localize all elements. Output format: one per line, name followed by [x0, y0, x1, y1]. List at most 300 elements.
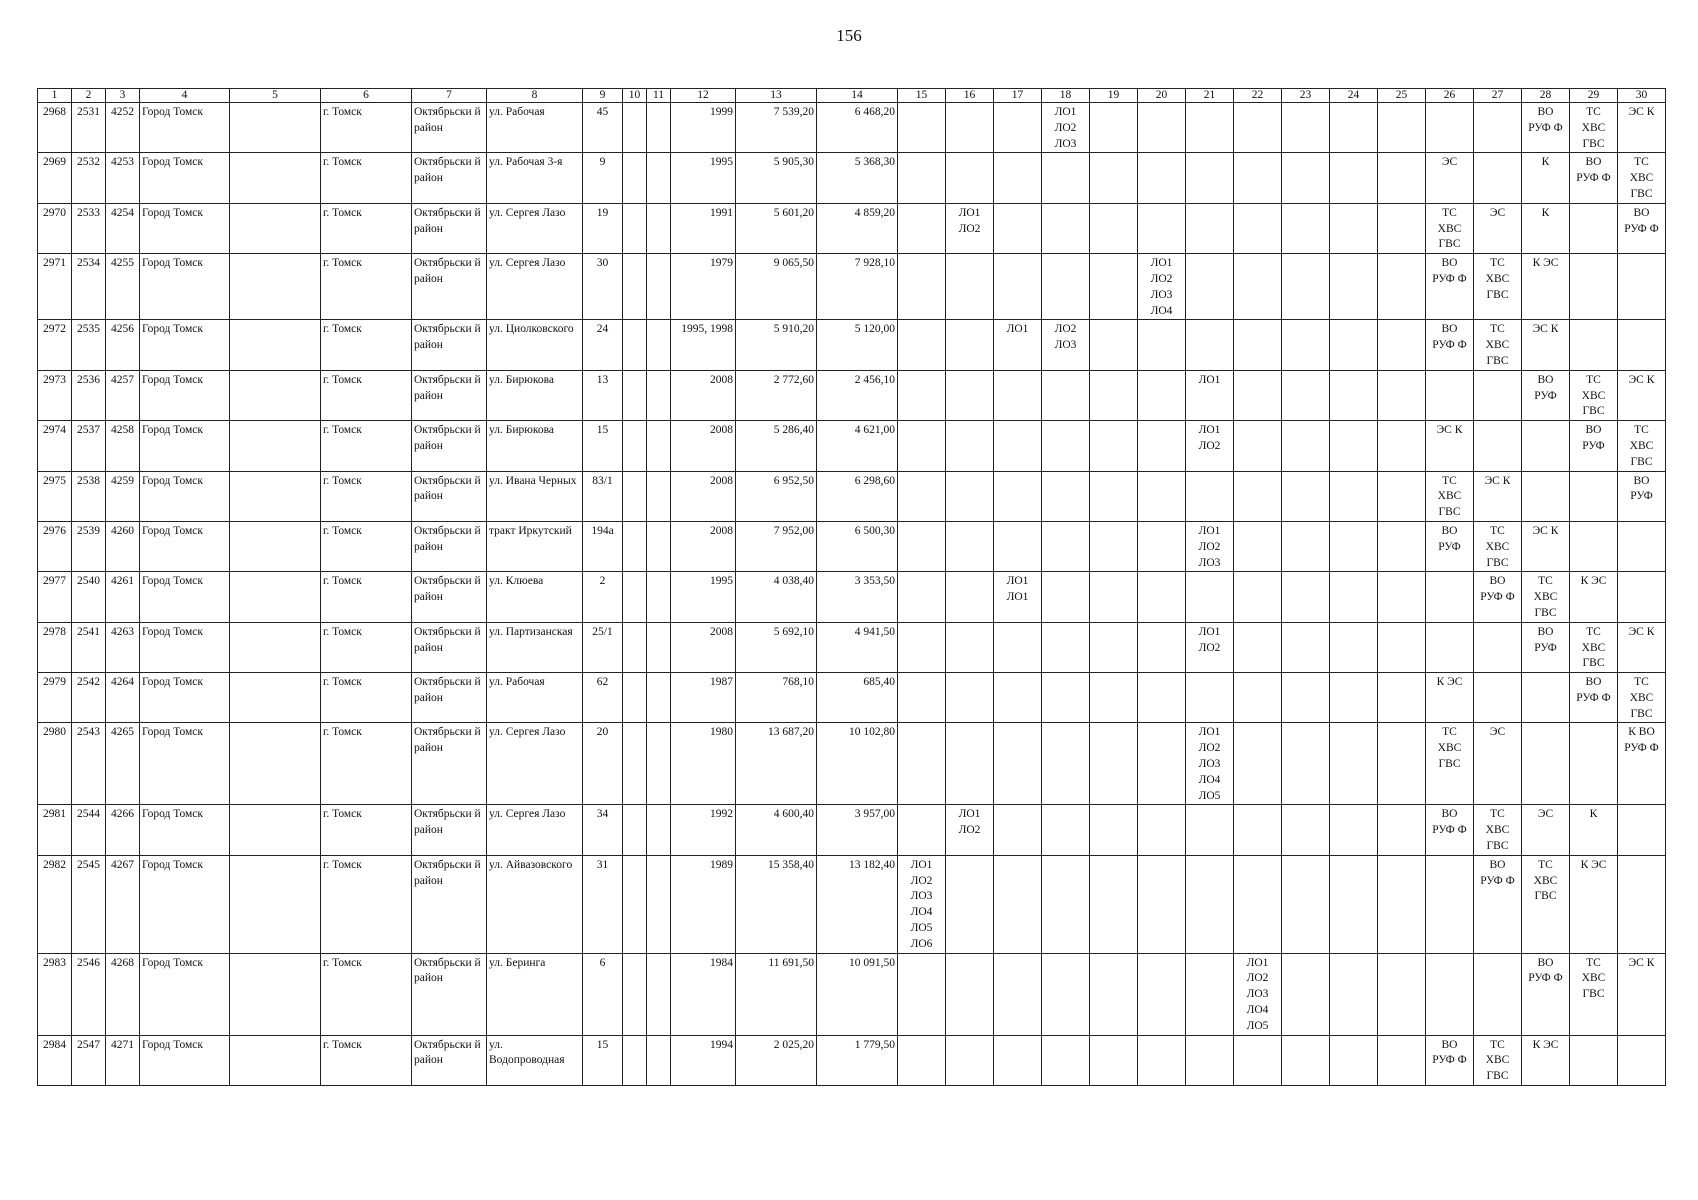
table-cell-col-11	[647, 622, 671, 672]
table-cell-col-6: г. Томск	[321, 953, 412, 1035]
table-cell-col-21	[1186, 320, 1234, 370]
table-cell-col-7: Октябрьски й район	[412, 723, 487, 805]
table-cell-col-3: 4255	[106, 254, 140, 320]
table-cell-col-15	[898, 254, 946, 320]
table-cell-col-26: ТС ХВС ГВС	[1426, 471, 1474, 521]
table-cell-col-18	[1042, 572, 1090, 622]
table-cell-col-12: 1999	[671, 103, 736, 153]
table-cell-col-27: ВО РУФ Ф	[1474, 855, 1522, 953]
table-cell-col-16	[946, 1035, 994, 1085]
table-cell-col-5	[230, 622, 321, 672]
table-cell-col-15	[898, 572, 946, 622]
table-cell-col-27: ЭС К	[1474, 471, 1522, 521]
table-cell-col-1: 2984	[38, 1035, 72, 1085]
table-cell-col-26: ЭС	[1426, 153, 1474, 203]
table-cell-col-1: 2979	[38, 673, 72, 723]
table-cell-col-19	[1090, 1035, 1138, 1085]
table-cell-col-18	[1042, 673, 1090, 723]
table-cell-col-21	[1186, 254, 1234, 320]
table-cell-col-12: 1980	[671, 723, 736, 805]
table-cell-col-29	[1570, 1035, 1618, 1085]
table-cell-col-12: 1991	[671, 203, 736, 253]
table-cell-col-25	[1378, 855, 1426, 953]
table-cell-col-6: г. Томск	[321, 153, 412, 203]
table-row	[38, 855, 1666, 953]
table-cell-col-23	[1282, 471, 1330, 521]
table-cell-col-7: Октябрьски й район	[412, 805, 487, 855]
table-cell-col-26: К ЭС	[1426, 673, 1474, 723]
table-cell-col-4: Город Томск	[140, 421, 230, 471]
table-cell-col-2: 2544	[72, 805, 106, 855]
table-cell-col-20	[1138, 471, 1186, 521]
table-cell-col-27	[1474, 370, 1522, 420]
table-cell-col-11	[647, 254, 671, 320]
table-cell-col-6: г. Томск	[321, 471, 412, 521]
table-cell-col-30: ЭС К	[1618, 103, 1666, 153]
table-cell-col-29: ТС ХВС ГВС	[1570, 953, 1618, 1035]
table-cell-col-3: 4265	[106, 723, 140, 805]
table-cell-col-29	[1570, 521, 1618, 571]
table-cell-col-29: ТС ХВС ГВС	[1570, 622, 1618, 672]
table-cell-col-1: 2978	[38, 622, 72, 672]
table-body	[38, 103, 1666, 1086]
table-cell-col-29: ТС ХВС ГВС	[1570, 370, 1618, 420]
table-cell-col-3: 4264	[106, 673, 140, 723]
table-cell-col-10	[623, 723, 647, 805]
table-cell-col-27: ЭС	[1474, 723, 1522, 805]
table-cell-col-4: Город Томск	[140, 622, 230, 672]
table-cell-col-13: 7 539,20	[736, 103, 817, 153]
table-cell-col-20	[1138, 805, 1186, 855]
table-cell-col-23	[1282, 805, 1330, 855]
table-cell-col-25	[1378, 421, 1426, 471]
column-number-header: 2	[72, 89, 106, 103]
table-cell-col-9: 15	[583, 1035, 623, 1085]
table-cell-col-16	[946, 572, 994, 622]
page-number: 156	[836, 26, 862, 45]
table-cell-col-5	[230, 254, 321, 320]
table-cell-col-14: 4 621,00	[817, 421, 898, 471]
table-cell-col-3: 4267	[106, 855, 140, 953]
table-cell-col-9: 20	[583, 723, 623, 805]
table-cell-col-28: К	[1522, 153, 1570, 203]
table-cell-col-12: 1984	[671, 953, 736, 1035]
table-cell-col-1: 2977	[38, 572, 72, 622]
table-cell-col-22	[1234, 673, 1282, 723]
table-cell-col-5	[230, 855, 321, 953]
table-cell-col-1: 2975	[38, 471, 72, 521]
table-cell-col-30: ТС ХВС ГВС	[1618, 153, 1666, 203]
table-cell-col-25	[1378, 1035, 1426, 1085]
table-cell-col-2: 2541	[72, 622, 106, 672]
table-cell-col-15	[898, 521, 946, 571]
table-cell-col-26	[1426, 370, 1474, 420]
table-cell-col-30: ТС ХВС ГВС	[1618, 673, 1666, 723]
table-cell-col-26	[1426, 572, 1474, 622]
table-cell-col-11	[647, 153, 671, 203]
table-cell-col-27	[1474, 421, 1522, 471]
table-cell-col-22	[1234, 254, 1282, 320]
table-cell-col-12: 2008	[671, 471, 736, 521]
table-cell-col-17	[994, 855, 1042, 953]
table-cell-col-29	[1570, 723, 1618, 805]
table-cell-col-3: 4263	[106, 622, 140, 672]
column-number-header: 17	[994, 89, 1042, 103]
table-cell-col-6: г. Томск	[321, 254, 412, 320]
table-cell-col-28: К ЭС	[1522, 254, 1570, 320]
table-cell-col-11	[647, 471, 671, 521]
table-cell-col-14: 5 368,30	[817, 153, 898, 203]
table-cell-col-30: ЭС К	[1618, 370, 1666, 420]
table-cell-col-21: ЛО1 ЛО2	[1186, 421, 1234, 471]
table-cell-col-16	[946, 370, 994, 420]
table-cell-col-5	[230, 471, 321, 521]
table-cell-col-30	[1618, 572, 1666, 622]
table-cell-col-22	[1234, 153, 1282, 203]
table-row	[38, 320, 1666, 370]
table-cell-col-3: 4254	[106, 203, 140, 253]
table-cell-col-6: г. Томск	[321, 203, 412, 253]
table-cell-col-30	[1618, 1035, 1666, 1085]
table-cell-col-21	[1186, 1035, 1234, 1085]
table-cell-col-6: г. Томск	[321, 673, 412, 723]
table-cell-col-16	[946, 103, 994, 153]
table-cell-col-29	[1570, 203, 1618, 253]
table-cell-col-8: ул. Клюева	[487, 572, 583, 622]
table-cell-col-26: ВО РУФ Ф	[1426, 320, 1474, 370]
table-cell-col-6: г. Томск	[321, 1035, 412, 1085]
table-cell-col-6: г. Томск	[321, 521, 412, 571]
column-number-header: 29	[1570, 89, 1618, 103]
table-cell-col-7: Октябрьски й район	[412, 153, 487, 203]
table-cell-col-12: 2008	[671, 421, 736, 471]
table-cell-col-12: 1995	[671, 572, 736, 622]
table-cell-col-3: 4268	[106, 953, 140, 1035]
table-cell-col-17: ЛО1	[994, 320, 1042, 370]
table-cell-col-14: 6 298,60	[817, 471, 898, 521]
table-cell-col-7: Октябрьски й район	[412, 320, 487, 370]
table-cell-col-21: ЛО1 ЛО2	[1186, 622, 1234, 672]
table-cell-col-8: ул. Сергея Лазо	[487, 805, 583, 855]
table-cell-col-23	[1282, 370, 1330, 420]
table-cell-col-14: 4 941,50	[817, 622, 898, 672]
table-cell-col-24	[1330, 203, 1378, 253]
table-cell-col-23	[1282, 421, 1330, 471]
table-cell-col-23	[1282, 572, 1330, 622]
table-cell-col-4: Город Томск	[140, 320, 230, 370]
table-cell-col-20	[1138, 572, 1186, 622]
table-cell-col-20: ЛО1 ЛО2 ЛО3 ЛО4	[1138, 254, 1186, 320]
table-cell-col-13: 2 772,60	[736, 370, 817, 420]
table-cell-col-14: 13 182,40	[817, 855, 898, 953]
table-cell-col-4: Город Томск	[140, 153, 230, 203]
table-cell-col-10	[623, 320, 647, 370]
table-cell-col-15	[898, 723, 946, 805]
column-number-header: 10	[623, 89, 647, 103]
column-number-header: 9	[583, 89, 623, 103]
table-cell-col-29	[1570, 471, 1618, 521]
table-cell-col-17	[994, 103, 1042, 153]
table-cell-col-14: 5 120,00	[817, 320, 898, 370]
table-cell-col-18	[1042, 855, 1090, 953]
table-cell-col-20	[1138, 370, 1186, 420]
table-cell-col-11	[647, 723, 671, 805]
table-cell-col-19	[1090, 254, 1138, 320]
table-cell-col-22	[1234, 203, 1282, 253]
table-cell-col-18	[1042, 471, 1090, 521]
table-row	[38, 203, 1666, 253]
table-cell-col-4: Город Томск	[140, 521, 230, 571]
table-cell-col-19	[1090, 103, 1138, 153]
table-cell-col-2: 2542	[72, 673, 106, 723]
table-cell-col-5	[230, 1035, 321, 1085]
table-cell-col-22	[1234, 805, 1282, 855]
table-cell-col-10	[623, 521, 647, 571]
table-row	[38, 622, 1666, 672]
table-cell-col-20	[1138, 622, 1186, 672]
table-cell-col-28: ЭС	[1522, 805, 1570, 855]
table-cell-col-5	[230, 203, 321, 253]
table-cell-col-4: Город Томск	[140, 953, 230, 1035]
table-cell-col-22: ЛО1 ЛО2 ЛО3 ЛО4 ЛО5	[1234, 953, 1282, 1035]
table-cell-col-29	[1570, 254, 1618, 320]
table-cell-col-5	[230, 572, 321, 622]
column-number-header: 13	[736, 89, 817, 103]
table-cell-col-1: 2970	[38, 203, 72, 253]
table-cell-col-1: 2972	[38, 320, 72, 370]
table-cell-col-9: 62	[583, 673, 623, 723]
table-cell-col-20	[1138, 1035, 1186, 1085]
table-cell-col-9: 45	[583, 103, 623, 153]
table-cell-col-18	[1042, 622, 1090, 672]
table-cell-col-16	[946, 254, 994, 320]
table-cell-col-1: 2974	[38, 421, 72, 471]
table-cell-col-7: Октябрьски й район	[412, 953, 487, 1035]
table-cell-col-4: Город Томск	[140, 1035, 230, 1085]
table-row	[38, 723, 1666, 805]
table-cell-col-19	[1090, 622, 1138, 672]
table-cell-col-18	[1042, 421, 1090, 471]
table-cell-col-22	[1234, 421, 1282, 471]
table-cell-col-21	[1186, 572, 1234, 622]
table-cell-col-26	[1426, 953, 1474, 1035]
table-cell-col-2: 2533	[72, 203, 106, 253]
table-cell-col-13: 2 025,20	[736, 1035, 817, 1085]
table-cell-col-29: ВО РУФ Ф	[1570, 153, 1618, 203]
column-number-header: 8	[487, 89, 583, 103]
table-cell-col-14: 6 468,20	[817, 103, 898, 153]
table-cell-col-24	[1330, 103, 1378, 153]
table-cell-col-21	[1186, 805, 1234, 855]
table-cell-col-11	[647, 805, 671, 855]
column-number-header: 1	[38, 89, 72, 103]
table-cell-col-13: 11 691,50	[736, 953, 817, 1035]
column-number-header: 21	[1186, 89, 1234, 103]
table-cell-col-29: К ЭС	[1570, 855, 1618, 953]
table-cell-col-17	[994, 254, 1042, 320]
table-cell-col-5	[230, 153, 321, 203]
table-cell-col-30	[1618, 855, 1666, 953]
table-cell-col-12: 2008	[671, 622, 736, 672]
table-row	[38, 521, 1666, 571]
table-cell-col-6: г. Томск	[321, 421, 412, 471]
table-cell-col-13: 5 286,40	[736, 421, 817, 471]
table-cell-col-15	[898, 421, 946, 471]
table-row	[38, 421, 1666, 471]
table-cell-col-12: 1994	[671, 1035, 736, 1085]
table-cell-col-30: ВО РУФ	[1618, 471, 1666, 521]
table-cell-col-16	[946, 320, 994, 370]
table-row	[38, 254, 1666, 320]
table-cell-col-12: 1987	[671, 673, 736, 723]
table-cell-col-20	[1138, 953, 1186, 1035]
column-number-header: 16	[946, 89, 994, 103]
table-cell-col-5	[230, 953, 321, 1035]
table-cell-col-10	[623, 153, 647, 203]
table-cell-col-18: ЛО2 ЛО3	[1042, 320, 1090, 370]
table-cell-col-17	[994, 153, 1042, 203]
table-cell-col-18: ЛО1 ЛО2 ЛО3	[1042, 103, 1090, 153]
table-cell-col-20	[1138, 421, 1186, 471]
table-cell-col-8: ул. Сергея Лазо	[487, 203, 583, 253]
table-cell-col-28: ВО РУФ	[1522, 370, 1570, 420]
table-cell-col-7: Октябрьски й район	[412, 572, 487, 622]
table-cell-col-23	[1282, 1035, 1330, 1085]
table-cell-col-23	[1282, 622, 1330, 672]
table-cell-col-21	[1186, 103, 1234, 153]
column-number-header: 20	[1138, 89, 1186, 103]
column-number-header: 14	[817, 89, 898, 103]
table-cell-col-10	[623, 805, 647, 855]
table-cell-col-28	[1522, 673, 1570, 723]
table-cell-col-4: Город Томск	[140, 673, 230, 723]
table-cell-col-23	[1282, 723, 1330, 805]
table-cell-col-28: ЭС К	[1522, 521, 1570, 571]
table-cell-col-7: Октябрьски й район	[412, 254, 487, 320]
table-cell-col-13: 15 358,40	[736, 855, 817, 953]
table-cell-col-11	[647, 370, 671, 420]
table-cell-col-26: ВО РУФ	[1426, 521, 1474, 571]
table-cell-col-25	[1378, 254, 1426, 320]
table-cell-col-10	[623, 254, 647, 320]
table-cell-col-11	[647, 1035, 671, 1085]
table-row	[38, 805, 1666, 855]
table-cell-col-19	[1090, 723, 1138, 805]
table-cell-col-17	[994, 723, 1042, 805]
table-cell-col-19	[1090, 673, 1138, 723]
table-cell-col-7: Октябрьски й район	[412, 622, 487, 672]
table-cell-col-7: Октябрьски й район	[412, 471, 487, 521]
table-cell-col-3: 4258	[106, 421, 140, 471]
table-cell-col-20	[1138, 673, 1186, 723]
table-cell-col-25	[1378, 622, 1426, 672]
table-cell-col-7: Октябрьски й район	[412, 855, 487, 953]
table-cell-col-9: 6	[583, 953, 623, 1035]
table-cell-col-1: 2980	[38, 723, 72, 805]
table-cell-col-18	[1042, 953, 1090, 1035]
table-cell-col-19	[1090, 471, 1138, 521]
table-cell-col-22	[1234, 855, 1282, 953]
table-cell-col-26: ЭС К	[1426, 421, 1474, 471]
table-cell-col-19	[1090, 203, 1138, 253]
table-cell-col-15	[898, 953, 946, 1035]
table-cell-col-24	[1330, 855, 1378, 953]
table-cell-col-1: 2983	[38, 953, 72, 1035]
table-cell-col-9: 24	[583, 320, 623, 370]
table-cell-col-1: 2971	[38, 254, 72, 320]
table-cell-col-22	[1234, 622, 1282, 672]
table-cell-col-20	[1138, 320, 1186, 370]
table-cell-col-23	[1282, 673, 1330, 723]
table-cell-col-25	[1378, 471, 1426, 521]
table-cell-col-15	[898, 622, 946, 672]
table-cell-col-10	[623, 421, 647, 471]
table-cell-col-2: 2546	[72, 953, 106, 1035]
table-cell-col-21: ЛО1 ЛО2 ЛО3 ЛО4 ЛО5	[1186, 723, 1234, 805]
table-row	[38, 153, 1666, 203]
table-cell-col-23	[1282, 153, 1330, 203]
table-cell-col-22	[1234, 1035, 1282, 1085]
table-cell-col-16: ЛО1 ЛО2	[946, 805, 994, 855]
table-cell-col-12: 2008	[671, 370, 736, 420]
table-cell-col-9: 30	[583, 254, 623, 320]
table-cell-col-19	[1090, 953, 1138, 1035]
table-cell-col-4: Город Томск	[140, 805, 230, 855]
table-cell-col-24	[1330, 673, 1378, 723]
table-cell-col-24	[1330, 805, 1378, 855]
table-cell-col-25	[1378, 723, 1426, 805]
table-cell-col-22	[1234, 521, 1282, 571]
table-cell-col-23	[1282, 855, 1330, 953]
table-cell-col-6: г. Томск	[321, 320, 412, 370]
table-cell-col-18	[1042, 370, 1090, 420]
table-cell-col-26	[1426, 855, 1474, 953]
table-cell-col-24	[1330, 953, 1378, 1035]
table-cell-col-16	[946, 723, 994, 805]
table-cell-col-28: К	[1522, 203, 1570, 253]
table-cell-col-30: ТС ХВС ГВС	[1618, 421, 1666, 471]
column-number-header: 19	[1090, 89, 1138, 103]
table-cell-col-8: ул. Айвазовского	[487, 855, 583, 953]
table-cell-col-1: 2969	[38, 153, 72, 203]
table-cell-col-21	[1186, 153, 1234, 203]
table-cell-col-8: ул. Бирюкова	[487, 421, 583, 471]
table-cell-col-13: 13 687,20	[736, 723, 817, 805]
table-cell-col-9: 2	[583, 572, 623, 622]
table-cell-col-26	[1426, 103, 1474, 153]
table-row	[38, 953, 1666, 1035]
table-cell-col-30	[1618, 320, 1666, 370]
table-cell-col-26: ВО РУФ Ф	[1426, 1035, 1474, 1085]
table-cell-col-22	[1234, 723, 1282, 805]
table-cell-col-13: 5 692,10	[736, 622, 817, 672]
table-cell-col-14: 3 957,00	[817, 805, 898, 855]
table-cell-col-8: ул. Сергея Лазо	[487, 254, 583, 320]
table-cell-col-27	[1474, 673, 1522, 723]
column-number-header: 3	[106, 89, 140, 103]
table-cell-col-13: 6 952,50	[736, 471, 817, 521]
table-cell-col-16	[946, 673, 994, 723]
table-cell-col-11	[647, 953, 671, 1035]
table-cell-col-24	[1330, 421, 1378, 471]
table-cell-col-21	[1186, 203, 1234, 253]
table-cell-col-2: 2534	[72, 254, 106, 320]
table-cell-col-14: 685,40	[817, 673, 898, 723]
table-cell-col-17	[994, 953, 1042, 1035]
table-cell-col-12: 2008	[671, 521, 736, 571]
column-number-header: 7	[412, 89, 487, 103]
table-cell-col-1: 2976	[38, 521, 72, 571]
